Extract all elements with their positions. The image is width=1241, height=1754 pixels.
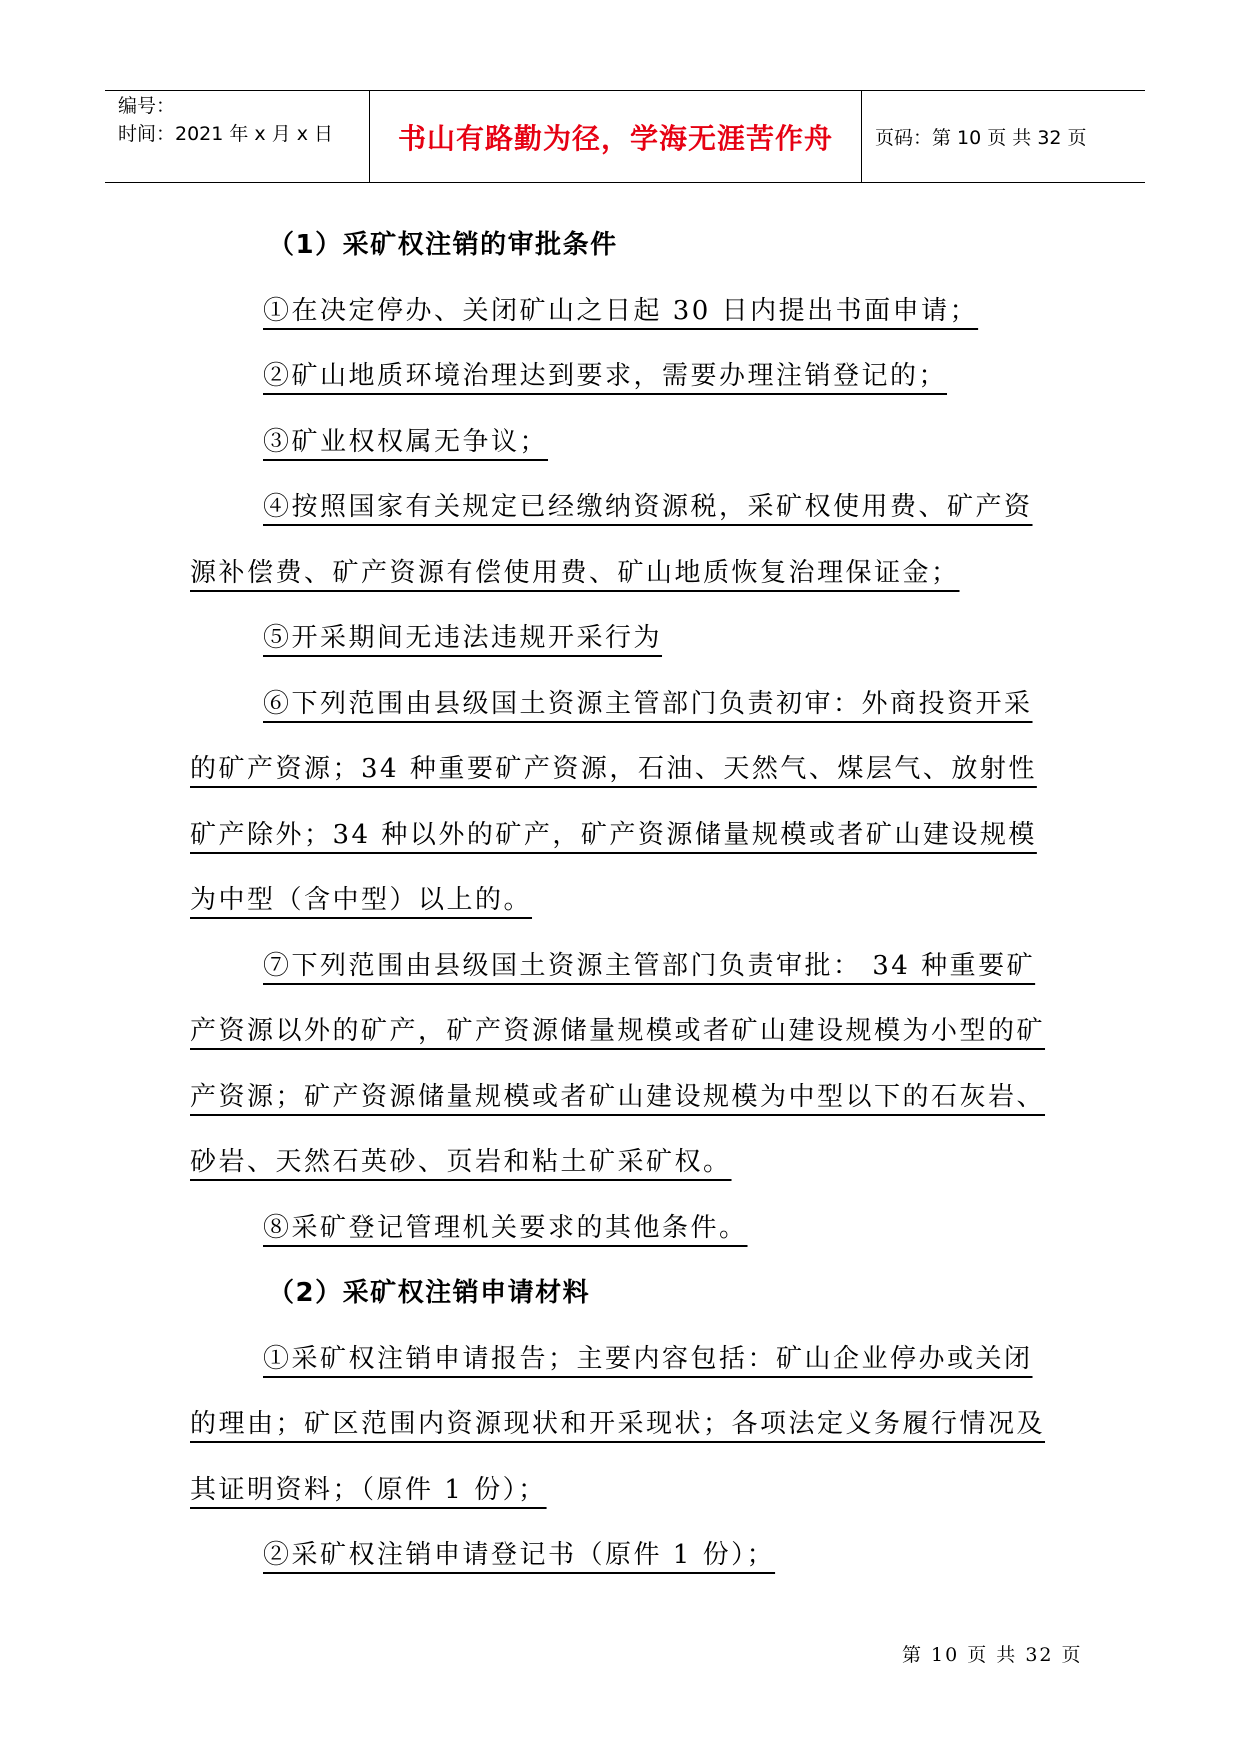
line-text: ①采矿权注销申请报告；主要内容包括：矿山企业停办或关闭 — [263, 1343, 1033, 1374]
line-text: 产资源；矿产资源储量规模或者矿山建设规模为中型以下的石灰岩、 — [190, 1081, 1046, 1112]
line-text: ⑥下列范围由县级国土资源主管部门负责初审：外商投资开采 — [263, 688, 1033, 719]
header-page-info: 页码：第 10 页 共 32 页 — [875, 127, 1087, 149]
page-header — [105, 90, 1145, 183]
line-text: ③矿业权权属无争议； — [263, 426, 549, 457]
paragraph-line — [190, 803, 1170, 869]
paragraph-line — [190, 1327, 1170, 1393]
paragraph-line — [190, 1523, 1170, 1589]
paragraph-line — [190, 999, 1170, 1065]
paragraph-line — [190, 279, 1170, 345]
line-text: ⑧采矿登记管理机关要求的其他条件。 — [263, 1212, 748, 1243]
document-body — [190, 213, 1170, 1589]
line-text: ②采矿权注销申请登记书（原件 1 份）； — [263, 1540, 776, 1570]
line-text: 其证明资料；（原件 1 份）； — [190, 1474, 547, 1505]
paragraph-line — [190, 868, 1170, 934]
line-text: 源补偿费、矿产资源有偿使用费、矿山地质恢复治理保证金； — [190, 557, 960, 588]
line-text: ④按照国家有关规定已经缴纳资源税，采矿权使用费、矿产资 — [263, 492, 1033, 522]
section-heading: （2）采矿权注销申请材料 — [268, 1278, 591, 1308]
header-right-cell — [862, 91, 1145, 182]
line-text: 矿产除外；34 种以外的矿产，矿产资源储量规模或者矿山建设规模 — [190, 819, 1037, 850]
paragraph-line — [190, 475, 1170, 541]
section-heading: （1）采矿权注销的审批条件 — [268, 230, 618, 260]
line-text: 砂岩、天然石英砂、页岩和粘土矿采矿权。 — [190, 1147, 732, 1177]
line-text: 的矿产资源；34 种重要矿产资源，石油、天然气、煤层气、放射性 — [190, 754, 1037, 784]
paragraph-line — [190, 1065, 1170, 1131]
line-text: ⑦下列范围由县级国土资源主管部门负责审批： 34 种重要矿 — [263, 950, 1036, 981]
header-middle-cell — [370, 91, 862, 182]
paragraph-line — [190, 1196, 1170, 1262]
paragraph-line — [190, 1392, 1170, 1458]
header-left-cell — [105, 91, 370, 182]
page-footer-number: 第 10 页 共 32 页 — [902, 1644, 1083, 1666]
paragraph-line — [190, 410, 1170, 476]
line-text: 产资源以外的矿产，矿产资源储量规模或者矿山建设规模为小型的矿 — [190, 1016, 1046, 1046]
line-text: 为中型（含中型）以上的。 — [190, 885, 533, 915]
header-motto: 书山有路勤为径，学海无涯苦作舟 — [397, 121, 833, 155]
paragraph-line — [190, 1458, 1170, 1524]
paragraph-line — [190, 606, 1170, 672]
paragraph-line — [190, 934, 1170, 1000]
line-text: ①在决定停办、关闭矿山之日起 30 日内提出书面申请； — [263, 295, 979, 326]
paragraph-line — [190, 1130, 1170, 1196]
paragraph-line — [190, 344, 1170, 410]
serial-number-label: 编号： — [118, 95, 176, 117]
paragraph-line — [190, 672, 1170, 738]
line-text: ②矿山地质环境治理达到要求，需要办理注销登记的； — [263, 361, 948, 391]
line-text: ⑤开采期间无违法违规开采行为 — [263, 623, 663, 653]
paragraph-line — [190, 737, 1170, 803]
date-label: 时间：2021 年 x 月 x 日 — [118, 123, 334, 145]
paragraph-line — [190, 541, 1170, 607]
line-text: 的理由；矿区范围内资源现状和开采现状；各项法定义务履行情况及 — [190, 1409, 1046, 1439]
